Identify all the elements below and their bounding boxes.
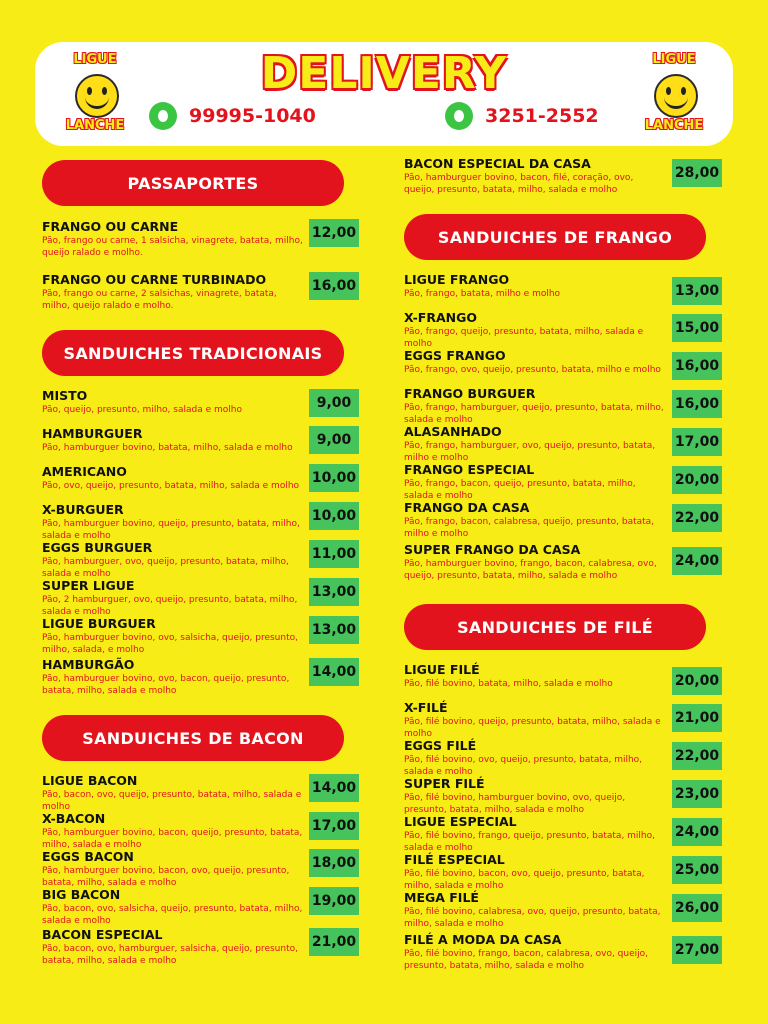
item-desc: Pão, frango, bacon, queijo, presunto, batata, milho, salada e molho <box>404 479 636 501</box>
item-price: 17,00 <box>309 812 359 840</box>
item-name: ALASANHADO <box>404 424 502 439</box>
item-desc: Pão, frango ou carne, 1 salsicha, vinagrete, batata, milho, queijo ralado e molho. <box>42 236 303 258</box>
menu-item <box>404 348 666 376</box>
item-name: X-BURGUER <box>42 502 124 517</box>
item-desc: Pão, filé bovino, calabresa, ovo, queijo, presunto, batata, milho, salada e molho <box>404 907 661 929</box>
item-desc: Pão, ovo, queijo, presunto, batata, milho, salada e molho <box>42 481 300 491</box>
phone-2[interactable] <box>445 102 599 130</box>
item-desc: Pão, filé bovino, frango, bacon, calabresa, ovo, queijo, presunto, batata, milho, salada e molho <box>404 949 648 971</box>
item-price: 28,00 <box>672 159 722 187</box>
item-price: 14,00 <box>309 774 359 802</box>
menu-item <box>42 773 304 813</box>
item-desc: Pão, filé bovino, bacon, ovo, queijo, presunto, batata, milho, salada e molho <box>404 869 645 891</box>
whatsapp-icon <box>445 102 473 130</box>
menu-item <box>404 500 666 540</box>
item-price: 16,00 <box>672 390 722 418</box>
item-desc: Pão, frango, ovo, queijo, presunto, batata, milho e molho <box>404 365 661 375</box>
item-name: LIGUE BACON <box>42 773 138 788</box>
page-title: DELIVERY <box>260 48 508 99</box>
menu-item <box>404 462 666 502</box>
menu-item <box>42 849 304 889</box>
logo-right <box>632 52 716 136</box>
item-name: BIG BACON <box>42 887 121 902</box>
item-name: FRANGO DA CASA <box>404 500 530 515</box>
item-desc: Pão, filé bovino, frango, queijo, presunto, batata, milho, salada e molho <box>404 831 656 853</box>
menu-item <box>42 811 304 851</box>
menu-item <box>404 738 666 778</box>
item-price: 22,00 <box>672 742 722 770</box>
item-name: FRANGO BURGUER <box>404 386 536 401</box>
item-price: 14,00 <box>309 658 359 686</box>
item-price: 16,00 <box>672 352 722 380</box>
menu-item <box>42 388 304 416</box>
item-price: 11,00 <box>309 540 359 568</box>
item-price: 10,00 <box>309 464 359 492</box>
item-price: 24,00 <box>672 818 722 846</box>
menu-item <box>42 426 304 454</box>
item-name: FILÉ A MODA DA CASA <box>404 932 562 947</box>
item-name: FILÉ ESPECIAL <box>404 852 505 867</box>
item-desc: Pão, frango ou carne, 2 salsichas, vinagrete, batata, milho, queijo ralado e molho. <box>42 289 277 311</box>
item-desc: Pão, 2 hamburguer, ovo, queijo, presunto, batata, milho, salada e molho <box>42 595 298 617</box>
item-name: SUPER FRANGO DA CASA <box>404 542 581 557</box>
menu-item <box>404 700 666 740</box>
item-name: X-BACON <box>42 811 106 826</box>
menu-item <box>404 814 666 854</box>
item-desc: Pão, hamburguer bovino, frango, bacon, calabresa, ovo, queijo, presunto, batata, milho, salada e molho <box>404 559 657 581</box>
menu-item <box>404 662 666 690</box>
section-title-passaportes: PASSAPORTES <box>42 160 344 206</box>
item-name: MISTO <box>42 388 88 403</box>
logo-bottom-text: LANCHE <box>644 118 704 133</box>
whatsapp-icon <box>149 102 177 130</box>
item-desc: Pão, hamburguer bovino, ovo, salsicha, queijo, presunto, milho, salada, e molho <box>42 633 298 655</box>
item-name: SUPER FILÉ <box>404 776 485 791</box>
item-desc: Pão, hamburguer bovino, queijo, presunto, batata, milho, salada e molho <box>42 519 300 541</box>
item-price: 27,00 <box>672 936 722 964</box>
item-price: 19,00 <box>309 887 359 915</box>
menu-item <box>42 219 304 259</box>
phone-1[interactable] <box>149 102 316 130</box>
item-name: HAMBURGUER <box>42 426 143 441</box>
menu-item <box>404 852 666 892</box>
item-price: 24,00 <box>672 547 722 575</box>
item-name: FRANGO ESPECIAL <box>404 462 535 477</box>
item-desc: Pão, bacon, ovo, hamburguer, salsicha, queijo, presunto, batata, milho, salada e molho <box>42 944 298 966</box>
menu-item <box>404 424 666 464</box>
item-desc: Pão, hamburguer bovino, bacon, ovo, queijo, presunto, batata, milho, salada e molho <box>42 866 290 888</box>
item-desc: Pão, hamburguer bovino, bacon, queijo, presunto, batata, milho, salada e molho <box>42 828 303 850</box>
item-price: 13,00 <box>309 578 359 606</box>
item-price: 12,00 <box>309 219 359 247</box>
menu-item <box>42 616 304 656</box>
menu-item <box>42 272 304 312</box>
menu-item <box>404 310 666 350</box>
item-name: LIGUE FRANGO <box>404 272 510 287</box>
item-price: 9,00 <box>309 389 359 417</box>
item-price: 18,00 <box>309 849 359 877</box>
menu-item <box>404 156 666 196</box>
item-price: 21,00 <box>672 704 722 732</box>
menu-item <box>404 542 666 582</box>
menu-item <box>42 887 304 927</box>
item-price: 16,00 <box>309 272 359 300</box>
item-desc: Pão, frango, bacon, calabresa, queijo, presunto, batata, milho e molho <box>404 517 655 539</box>
section-title-file: SANDUICHES DE FILÉ <box>404 604 706 650</box>
menu-item <box>42 578 304 618</box>
section-title-tradicionais: SANDUICHES TRADICIONAIS <box>42 330 344 376</box>
menu-item <box>42 502 304 542</box>
item-name: SUPER LIGUE <box>42 578 135 593</box>
item-price: 23,00 <box>672 780 722 808</box>
item-price: 25,00 <box>672 856 722 884</box>
item-desc: Pão, bacon, ovo, salsicha, queijo, presunto, batata, milho, salada e molho <box>42 904 303 926</box>
item-price: 26,00 <box>672 894 722 922</box>
menu-item <box>404 776 666 816</box>
item-name: MEGA FILÉ <box>404 890 479 905</box>
item-desc: Pão, filé bovino, hamburguer bovino, ovo, queijo, presunto, batata, milho, salada e molho <box>404 793 626 815</box>
item-name: FRANGO OU CARNE <box>42 219 179 234</box>
item-desc: Pão, filé bovino, ovo, queijo, presunto, batata, milho, salada e molho <box>404 755 643 777</box>
item-name: X-FRANGO <box>404 310 477 325</box>
menu-item <box>404 932 666 972</box>
item-desc: Pão, filé bovino, queijo, presunto, batata, milho, salada e molho <box>404 717 661 739</box>
menu-item <box>42 657 304 697</box>
item-price: 22,00 <box>672 504 722 532</box>
menu-item <box>42 927 304 967</box>
item-desc: Pão, hamburguer, ovo, queijo, presunto, batata, milho, salada e molho <box>42 557 289 579</box>
smiley-logo-icon <box>654 74 698 118</box>
menu-item <box>42 464 304 492</box>
item-name: AMERICANO <box>42 464 127 479</box>
item-name: X-FILÉ <box>404 700 448 715</box>
item-name: EGGS FILÉ <box>404 738 477 753</box>
phone-number: 99995-1040 <box>189 105 316 127</box>
item-name: LIGUE BURGUER <box>42 616 156 631</box>
menu-item <box>404 890 666 930</box>
section-title-bacon: SANDUICHES DE BACON <box>42 715 344 761</box>
item-desc: Pão, hamburguer bovino, bacon, filé, coração, ovo, queijo, presunto, batata, milho, salada e molho <box>404 173 634 195</box>
item-name: EGGS BACON <box>42 849 134 864</box>
item-desc: Pão, frango, batata, milho e molho <box>404 289 561 299</box>
item-price: 13,00 <box>672 277 722 305</box>
item-price: 21,00 <box>309 928 359 956</box>
header <box>35 42 733 146</box>
menu-item <box>42 540 304 580</box>
item-price: 13,00 <box>309 616 359 644</box>
item-desc: Pão, filé bovino, batata, milho, salada e molho <box>404 679 613 689</box>
item-name: BACON ESPECIAL <box>42 927 163 942</box>
item-desc: Pão, bacon, ovo, queijo, presunto, batata, milho, salada e molho <box>42 790 302 812</box>
item-desc: Pão, hamburguer bovino, ovo, bacon, queijo, presunto, batata, milho, salada e molho <box>42 674 290 696</box>
section-title-frango: SANDUICHES DE FRANGO <box>404 214 706 260</box>
item-desc: Pão, frango, queijo, presunto, batata, milho, salada e molho <box>404 327 644 349</box>
item-name: LIGUE ESPECIAL <box>404 814 517 829</box>
item-price: 10,00 <box>309 502 359 530</box>
item-name: BACON ESPECIAL DA CASA <box>404 156 591 171</box>
item-name: LIGUE FILÉ <box>404 662 480 677</box>
logo-bottom-text: LANCHE <box>65 118 125 133</box>
menu-item <box>404 272 666 300</box>
logo-top-text: LIGUE <box>73 52 117 67</box>
item-price: 17,00 <box>672 428 722 456</box>
item-name: EGGS BURGUER <box>42 540 153 555</box>
item-name: EGGS FRANGO <box>404 348 506 363</box>
item-name: FRANGO OU CARNE TURBINADO <box>42 272 267 287</box>
item-price: 20,00 <box>672 667 722 695</box>
phone-number: 3251-2552 <box>485 105 599 127</box>
menu-item <box>404 386 666 426</box>
item-desc: Pão, hamburguer bovino, batata, milho, salada e molho <box>42 443 293 453</box>
item-desc: Pão, frango, hamburguer, queijo, presunto, batata, milho, salada e molho <box>404 403 664 425</box>
item-price: 9,00 <box>309 426 359 454</box>
item-desc: Pão, queijo, presunto, milho, salada e molho <box>42 405 242 415</box>
item-price: 15,00 <box>672 314 722 342</box>
logo-top-text: LIGUE <box>652 52 696 67</box>
item-desc: Pão, frango, hamburguer, ovo, queijo, presunto, batata, milho e molho <box>404 441 656 463</box>
item-name: HAMBURGÃO <box>42 657 135 672</box>
item-price: 20,00 <box>672 466 722 494</box>
